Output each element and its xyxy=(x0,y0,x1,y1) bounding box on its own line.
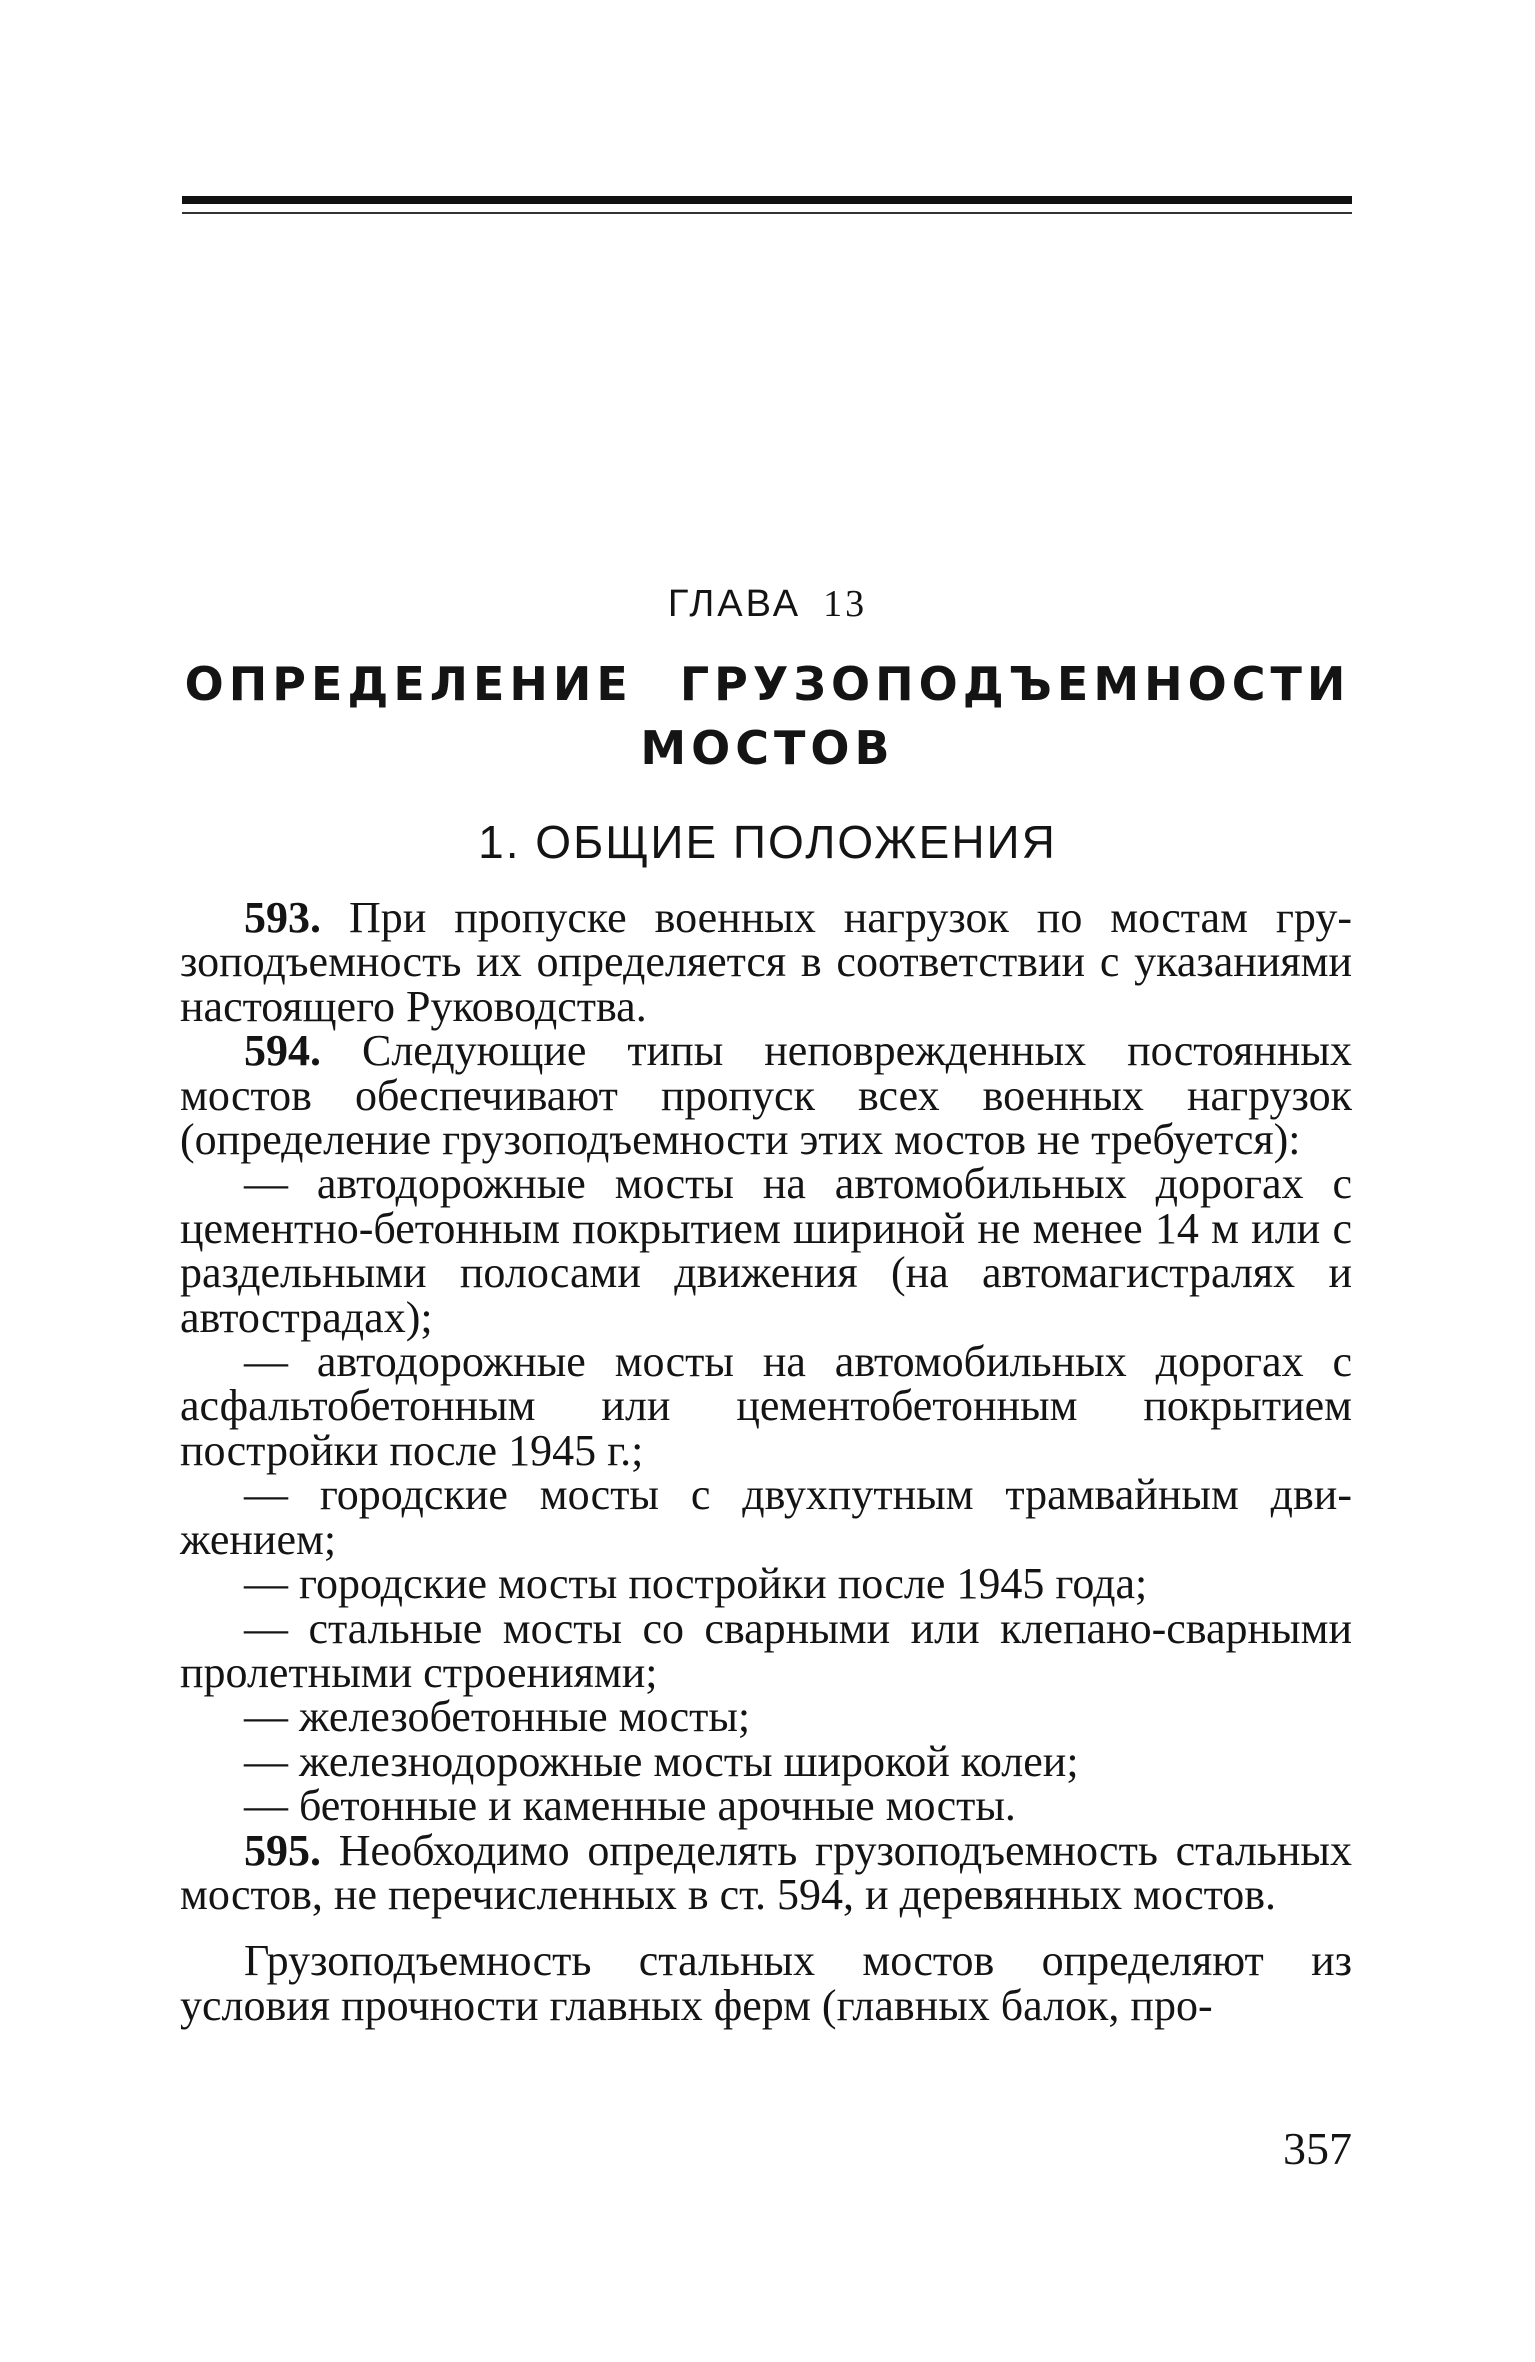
list-item xyxy=(180,1337,1352,1475)
paragraph-number: 593. xyxy=(244,893,321,942)
list-item-text: — городские мосты с двухпутным трамвайным движением; xyxy=(180,1470,1352,1564)
paragraph-text: Следующие типы неповрежденных постоянных мостов обеспечивают пропуск всех военных нагрузок (определение грузоподъемности этих мостов не требуется): xyxy=(180,1026,1352,1165)
list-item xyxy=(180,1603,1352,1697)
paragraph-number: 595. xyxy=(244,1825,321,1875)
list-item-text: — железнодорожные мосты широкой колеи; xyxy=(244,1736,1079,1786)
list-item xyxy=(180,1559,1352,1609)
chapter-title-line-2: МОСТОВ xyxy=(640,721,895,775)
paragraph-594 xyxy=(180,1026,1352,1165)
paragraph-text: При пропуске военных нагрузок по мостам грузоподъемность их определяется в соответствии с указаниями настоящего Руководства. xyxy=(180,893,1352,1031)
paragraph-number: 594. xyxy=(244,1026,321,1076)
chapter-title xyxy=(0,652,1535,780)
body-text xyxy=(180,893,1352,2030)
list-item-text: — автодорожные мосты на автомобильных дорогах с цементно-бетонным покрытием шириной не менее 14 м или с раздельными полосами движения (на автомагистралях и автострадах); xyxy=(180,1159,1352,1342)
list-item xyxy=(180,1736,1352,1786)
list-item xyxy=(180,1781,1352,1831)
header-rule-thick xyxy=(182,196,1352,204)
list-item-text: — автодорожные мосты на автомобильных дорогах с асфальтобетонным или цементобетонным покрытием постройки после 1945 г.; xyxy=(180,1337,1352,1475)
paragraph-continuation xyxy=(180,1936,1352,2030)
chapter-label: ГЛАВА xyxy=(667,583,802,625)
paragraph-text: Грузоподъемность стальных мостов определяют из условия прочности главных ферм (главных балок, про- xyxy=(180,1936,1352,2030)
paragraph-text: Необходимо определять грузоподъемность стальных мостов, не перечисленных в ст. 594, и деревянных мостов. xyxy=(180,1825,1352,1919)
list-item-text: — бетонные и каменные арочные мосты. xyxy=(244,1781,1016,1831)
chapter-number: 13 xyxy=(823,583,868,625)
chapter-title-line-1: ОПРЕДЕЛЕНИЕ ГРУЗОПОДЪЕМНОСТИ xyxy=(184,657,1351,711)
section-heading: 1. ОБЩИЕ ПОЛОЖЕНИЯ xyxy=(478,816,1057,868)
list-item-text: — железобетонные мосты; xyxy=(244,1692,751,1742)
header-rule-thin xyxy=(182,212,1352,214)
list-item xyxy=(180,1692,1352,1742)
paragraph-595 xyxy=(180,1825,1352,1919)
page-number: 357 xyxy=(1283,2123,1352,2174)
list-item xyxy=(180,1470,1352,1564)
chapter-heading xyxy=(0,582,1535,626)
list-item xyxy=(180,1159,1352,1342)
list-item-text: — стальные мосты со сварными или клепано-сварными пролетными строениями; xyxy=(180,1603,1352,1697)
list-item-text: — городские мосты постройки после 1945 года; xyxy=(244,1559,1148,1609)
paragraph-593 xyxy=(180,893,1352,1031)
